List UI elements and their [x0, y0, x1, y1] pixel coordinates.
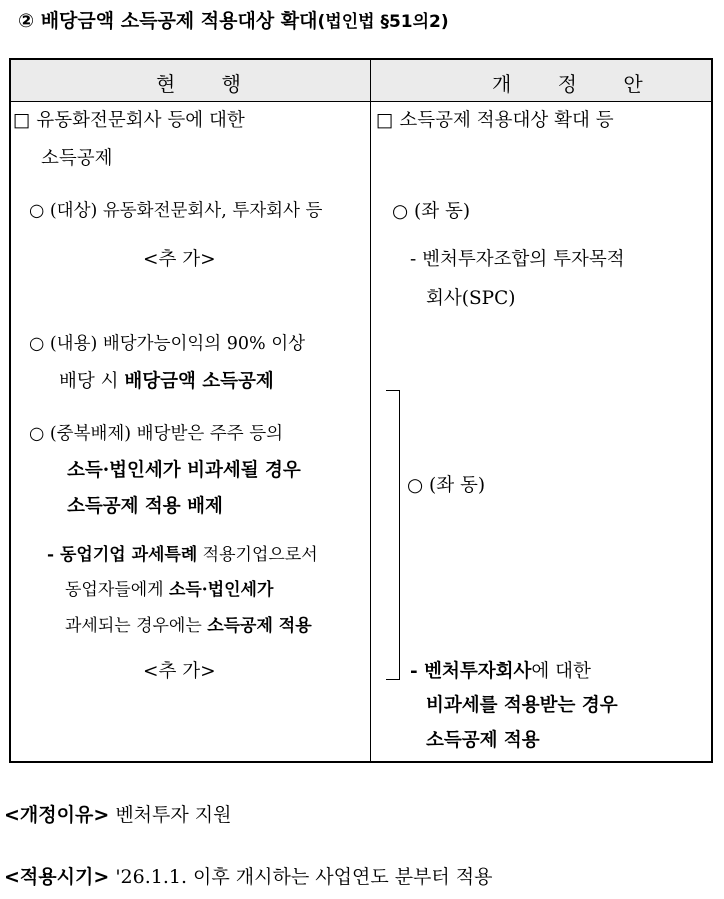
section-title-ref: (법인법 §51의2): [317, 12, 449, 32]
right-new-line1: [410, 657, 591, 683]
left-dup-line3: 소득공제 적용 배제: [67, 496, 223, 517]
right-item1: □ 소득공제 적용대상 확대 등: [376, 110, 614, 131]
left-add2: <추 가>: [143, 661, 216, 682]
left-target: ○ (대상) 유동화전문회사, 투자회사 등: [29, 201, 323, 221]
right-new-line3: 소득공제 적용: [426, 730, 540, 751]
left-sub-line3-b: 소득공제 적용: [207, 616, 312, 636]
left-sub-line3-a: 과세되는 경우에는: [65, 616, 208, 636]
reason-line: [4, 800, 231, 827]
left-sub-line1-b: 적용기업으로서: [197, 545, 318, 565]
left-content-line2-b: 배당금액 소득공제: [124, 371, 274, 392]
section-title: [18, 6, 449, 33]
right-venture-line1: - 벤처투자조합의 투자목적: [410, 249, 625, 270]
left-dup-line1: ○ (중복배제) 배당받은 주주 등의: [29, 424, 284, 444]
timing-text: '26.1.1. 이후 개시하는 사업연도 분부터 적용: [115, 866, 493, 888]
right-new-line2: 비과세를 적용받는 경우: [426, 695, 618, 716]
comparison-table: [9, 58, 713, 763]
reason-text: 벤처투자 지원: [115, 804, 232, 826]
left-content-line1: ○ (내용) 배당가능이익의 90% 이상: [29, 334, 306, 354]
left-content-line2-a: 배당 시: [59, 371, 125, 392]
left-sub-line1: [47, 540, 318, 565]
left-dup-line2: 소득·법인세가 비과세될 경우: [67, 460, 301, 481]
left-sub-line2-a: 동업자들에게: [65, 580, 169, 600]
left-sub-line2-b: 소득·법인세가: [168, 580, 274, 600]
right-new-line1-b: 에 대한: [531, 661, 591, 682]
header-proposed: 개 정 안: [492, 72, 663, 96]
right-venture-line2: 회사(SPC): [426, 288, 516, 309]
column-divider: [370, 60, 371, 761]
timing-label: <적용시기>: [4, 866, 110, 888]
timing-line: [4, 862, 493, 889]
left-sub-line3: [65, 611, 312, 636]
left-item1-line2: 소득공제: [41, 148, 113, 169]
left-item1-line1: □ 유동화전문회사 등에 대한: [13, 110, 245, 131]
section-title-text: ② 배당금액 소득공제 적용대상 확대: [18, 10, 318, 32]
reason-label: <개정이유>: [4, 804, 110, 826]
right-same2: ○ (좌 동): [407, 475, 486, 496]
left-sub-line2: [65, 575, 273, 600]
grouping-bracket: [386, 390, 400, 680]
left-sub-line1-a: - 동업기업 과세특례: [47, 545, 198, 565]
header-current: 현 행: [156, 72, 261, 96]
right-new-line1-a: - 벤처투자회사: [410, 661, 532, 682]
right-same1: ○ (좌 동): [392, 201, 471, 222]
left-content-line2: [59, 367, 274, 393]
left-add1: <추 가>: [143, 249, 216, 270]
